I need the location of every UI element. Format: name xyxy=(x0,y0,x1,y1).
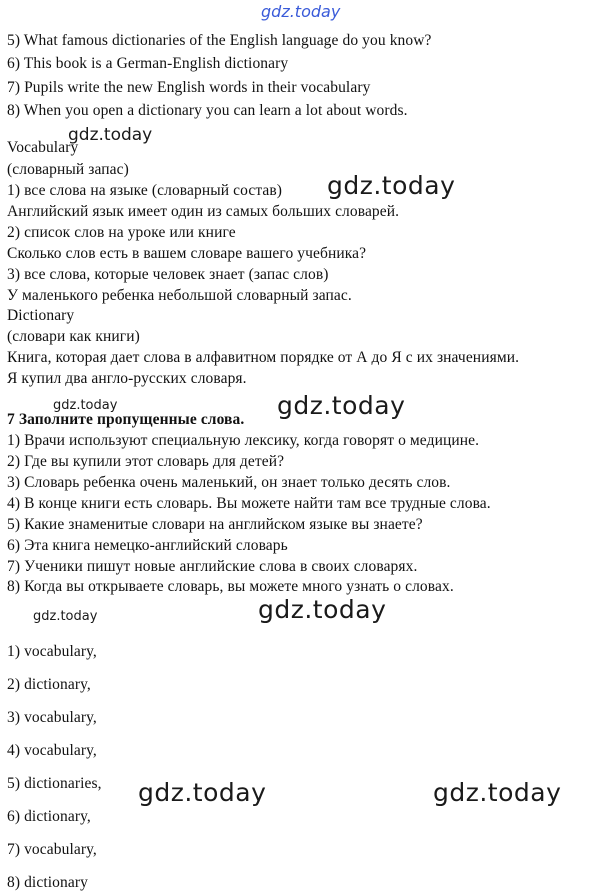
english-sentence: 8) When you open a dictionary you can learn a lot about words. xyxy=(7,102,408,119)
exercise-line: 1) Врачи используют специальную лексику, когда говорят о медицине. xyxy=(7,432,480,449)
english-sentence: 7) Pupils write the new English words in their vocabulary xyxy=(7,79,371,96)
watermark-top: gdz.today xyxy=(261,2,341,21)
watermark: gdz.today xyxy=(33,609,98,624)
watermark: gdz.today xyxy=(53,398,118,413)
english-sentence: 5) What famous dictionaries of the English language do you know? xyxy=(7,32,432,49)
vocabulary-line: Английский язык имеет один из самых больших словарей. xyxy=(7,203,400,220)
exercise-line: 8) Когда вы открываете словарь, вы можете много узнать о словах. xyxy=(7,578,454,595)
watermark: gdz.today xyxy=(258,595,387,624)
exercise-line: 7) Ученики пишут новые английские слова в своих словарях. xyxy=(7,558,418,575)
exercise-line: 5) Какие знаменитые словари на английском языке вы знаете? xyxy=(7,516,423,533)
answer-item: 1) vocabulary, xyxy=(7,643,97,660)
answer-item: 6) dictionary, xyxy=(7,808,91,825)
vocabulary-subheading: (словарный запас) xyxy=(7,161,129,178)
vocabulary-line: 1) все слова на языке (словарный состав) xyxy=(7,182,283,199)
answer-item: 8) dictionary xyxy=(7,874,88,891)
dictionary-heading: Dictionary xyxy=(7,307,75,324)
answer-item: 7) vocabulary, xyxy=(7,841,97,858)
watermark: gdz.today xyxy=(138,778,267,807)
vocabulary-heading: Vocabulary xyxy=(7,139,79,156)
watermark: gdz.today xyxy=(277,391,406,420)
answer-item: 3) vocabulary, xyxy=(7,709,97,726)
dictionary-line: Я купил два англо-русских словаря. xyxy=(7,370,247,387)
answer-item: 2) dictionary, xyxy=(7,676,91,693)
watermark: gdz.today xyxy=(327,171,456,200)
dictionary-subheading: (словари как книги) xyxy=(7,328,140,345)
exercise-line: 4) В конце книги есть словарь. Вы можете найти там все трудные слова. xyxy=(7,495,491,512)
exercise-line: 2) Где вы купили этот словарь для детей? xyxy=(7,453,285,470)
exercise-title: 7 Заполните пропущенные слова. xyxy=(7,411,245,428)
dictionary-line: Книга, которая дает слова в алфавитном порядке от А до Я с их значениями. xyxy=(7,349,520,366)
watermark: gdz.today xyxy=(68,125,153,145)
watermark: gdz.today xyxy=(433,778,562,807)
exercise-line: 3) Словарь ребенка очень маленький, он знает только десять слов. xyxy=(7,474,451,491)
vocabulary-line: У маленького ребенка небольшой словарный запас. xyxy=(7,287,352,304)
vocabulary-line: 3) все слова, которые человек знает (запас слов) xyxy=(7,266,329,283)
vocabulary-line: 2) список слов на уроке или книге xyxy=(7,224,236,241)
english-sentence: 6) This book is a German-English dictionary xyxy=(7,55,289,72)
answer-item: 4) vocabulary, xyxy=(7,742,97,759)
answer-item: 5) dictionaries, xyxy=(7,775,102,792)
exercise-line: 6) Эта книга немецко-английский словарь xyxy=(7,537,288,554)
vocabulary-line: Сколько слов есть в вашем словаре вашего учебника? xyxy=(7,245,367,262)
